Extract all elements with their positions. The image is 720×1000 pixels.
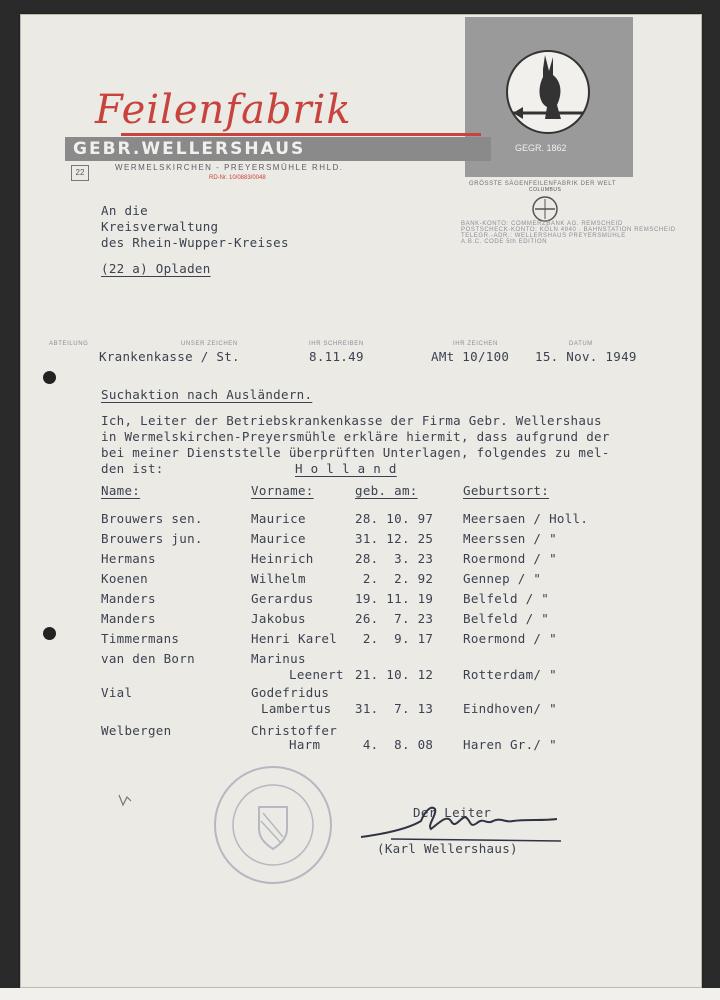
bank-info-block	[461, 221, 676, 245]
cell-name: Timmermans	[101, 631, 180, 646]
tagline-text: GRÖSSTE SÄGENFEILENFABRIK DER WELT	[469, 181, 616, 187]
cell-vorname: Maurice	[251, 511, 306, 526]
cell-name: Vial	[101, 685, 133, 700]
letter-page	[20, 14, 702, 988]
recipient-line: An die	[101, 203, 148, 218]
ref-code-text: RD-Nr. 10/0883/0048	[209, 175, 266, 181]
cell-name: Welbergen	[101, 723, 172, 738]
punch-hole-icon	[43, 627, 56, 640]
label-abteilung: ABTEILUNG	[49, 341, 89, 347]
company-banner: GEBR.WELLERSHAUS	[65, 137, 491, 161]
cell-vorname-2: Leenert	[289, 667, 344, 682]
cell-name: Koenen	[101, 571, 148, 586]
cell-ort: Haren Gr./ "	[463, 737, 557, 752]
cell-vorname: Gerardus	[251, 591, 314, 606]
official-stamp-icon	[211, 763, 335, 887]
punch-hole-icon	[43, 371, 56, 384]
cell-ort: Meersaen / Holl.	[463, 511, 589, 526]
cell-name: Manders	[101, 591, 156, 606]
cell-name: Hermans	[101, 551, 156, 566]
cell-geb: 2. 9. 17	[355, 631, 434, 646]
cell-ort: Roermond / "	[463, 551, 557, 566]
founded-text: GEGR. 1862	[515, 143, 567, 153]
label-ihr-zeichen: IHR ZEICHEN	[453, 341, 498, 347]
cell-geb: 31. 7. 13	[355, 701, 434, 716]
cell-geb: 28. 10. 97	[355, 511, 434, 526]
bank-line: BANK-KONTO: COMMERZBANK AG. REMSCHEID	[461, 221, 623, 227]
label-unser-zeichen: UNSER ZEICHEN	[181, 341, 238, 347]
unser-zeichen-value: Krankenkasse / St.	[99, 349, 240, 364]
cell-vorname: Godefridus	[251, 685, 330, 700]
cell-geb: 19. 11. 19	[355, 591, 434, 606]
cell-ort: Belfeld / "	[463, 591, 550, 606]
cell-vorname: Wilhelm	[251, 571, 306, 586]
cell-geb: 28. 3. 23	[355, 551, 434, 566]
cell-vorname: Heinrich	[251, 551, 314, 566]
cell-vorname: Henri Karel	[251, 631, 338, 646]
cell-ort: Meerssen / "	[463, 531, 557, 546]
bank-line: POSTSCHECK-KONTO: KÖLN 4940 · BAHNSTATION REMSCHEID	[461, 227, 676, 233]
datum-value: 15. Nov. 1949	[535, 349, 637, 364]
bank-line: TELEGR.-ADR.: WELLERSHAUS PREYERSMÜHLE	[461, 233, 626, 239]
scan-margin-strip	[0, 988, 720, 1000]
cell-ort: Belfeld / "	[463, 611, 550, 626]
columbus-emblem-icon	[531, 195, 559, 223]
cell-ort: Roermond / "	[463, 631, 557, 646]
cell-geb: 2. 2. 92	[355, 571, 434, 586]
cell-vorname: Marinus	[251, 651, 306, 666]
cell-geb: 26. 7. 23	[355, 611, 434, 626]
cell-vorname: Christoffer	[251, 723, 338, 738]
label-ihr-schreiben: IHR SCHREIBEN	[309, 341, 364, 347]
bank-line: A.B.C. CODE 5th EDITION	[461, 239, 548, 245]
country-heading: H o l l a n d	[295, 461, 397, 476]
header-ort: Geburtsort:	[463, 483, 550, 498]
cell-ort: Eindhoven/ "	[463, 701, 557, 716]
box-number: 22	[71, 165, 89, 181]
label-datum: DATUM	[569, 341, 593, 347]
pencil-mark-icon	[117, 791, 141, 809]
brand-text: COLUMBUS	[529, 187, 562, 193]
letterhead-script-title: Feilenfabrik	[95, 87, 352, 133]
subject-line: Suchaktion nach Ausländern.	[101, 387, 313, 402]
body-line: bei meiner Dienststelle überprüften Unterlagen, folgendes zu mel-	[101, 445, 610, 460]
ihr-schreiben-value: 8.11.49	[309, 349, 364, 364]
header-name: Name:	[101, 483, 141, 498]
cell-name: Brouwers jun.	[101, 531, 203, 546]
cell-name: van den Born	[101, 651, 195, 666]
cell-vorname-2: Harm	[289, 737, 321, 752]
ihr-zeichen-value: AMt 10/100	[431, 349, 510, 364]
cell-geb: 4. 8. 08	[355, 737, 434, 752]
body-line: den ist:	[101, 461, 164, 476]
recipient-line: des Rhein-Wupper-Kreises	[101, 235, 289, 250]
cell-name: Brouwers sen.	[101, 511, 203, 526]
recipient-city: (22 a) Opladen	[101, 261, 211, 276]
signature-name: (Karl Wellershaus)	[377, 841, 518, 856]
cell-geb: 21. 10. 12	[355, 667, 434, 682]
recipient-line: Kreisverwaltung	[101, 219, 219, 234]
header-geb: geb. am:	[355, 483, 418, 498]
hare-logo-icon	[505, 49, 591, 135]
script-underline	[121, 133, 481, 136]
signature-title: Der Leiter	[413, 805, 492, 820]
body-line: in Wermelskirchen-Preyersmühle erkläre hiermit, dass aufgrund der	[101, 429, 610, 444]
cell-geb: 31. 12. 25	[355, 531, 434, 546]
location-text: WERMELSKIRCHEN - PREYERSMÜHLE RHLD.	[115, 163, 344, 172]
cell-vorname-2: Lambertus	[261, 701, 332, 716]
cell-vorname: Maurice	[251, 531, 306, 546]
body-line: Ich, Leiter der Betriebskrankenkasse der Firma Gebr. Wellershaus	[101, 413, 602, 428]
cell-vorname: Jakobus	[251, 611, 306, 626]
header-vorname: Vorname:	[251, 483, 314, 498]
cell-name: Manders	[101, 611, 156, 626]
cell-ort: Gennep / "	[463, 571, 542, 586]
cell-ort: Rotterdam/ "	[463, 667, 557, 682]
